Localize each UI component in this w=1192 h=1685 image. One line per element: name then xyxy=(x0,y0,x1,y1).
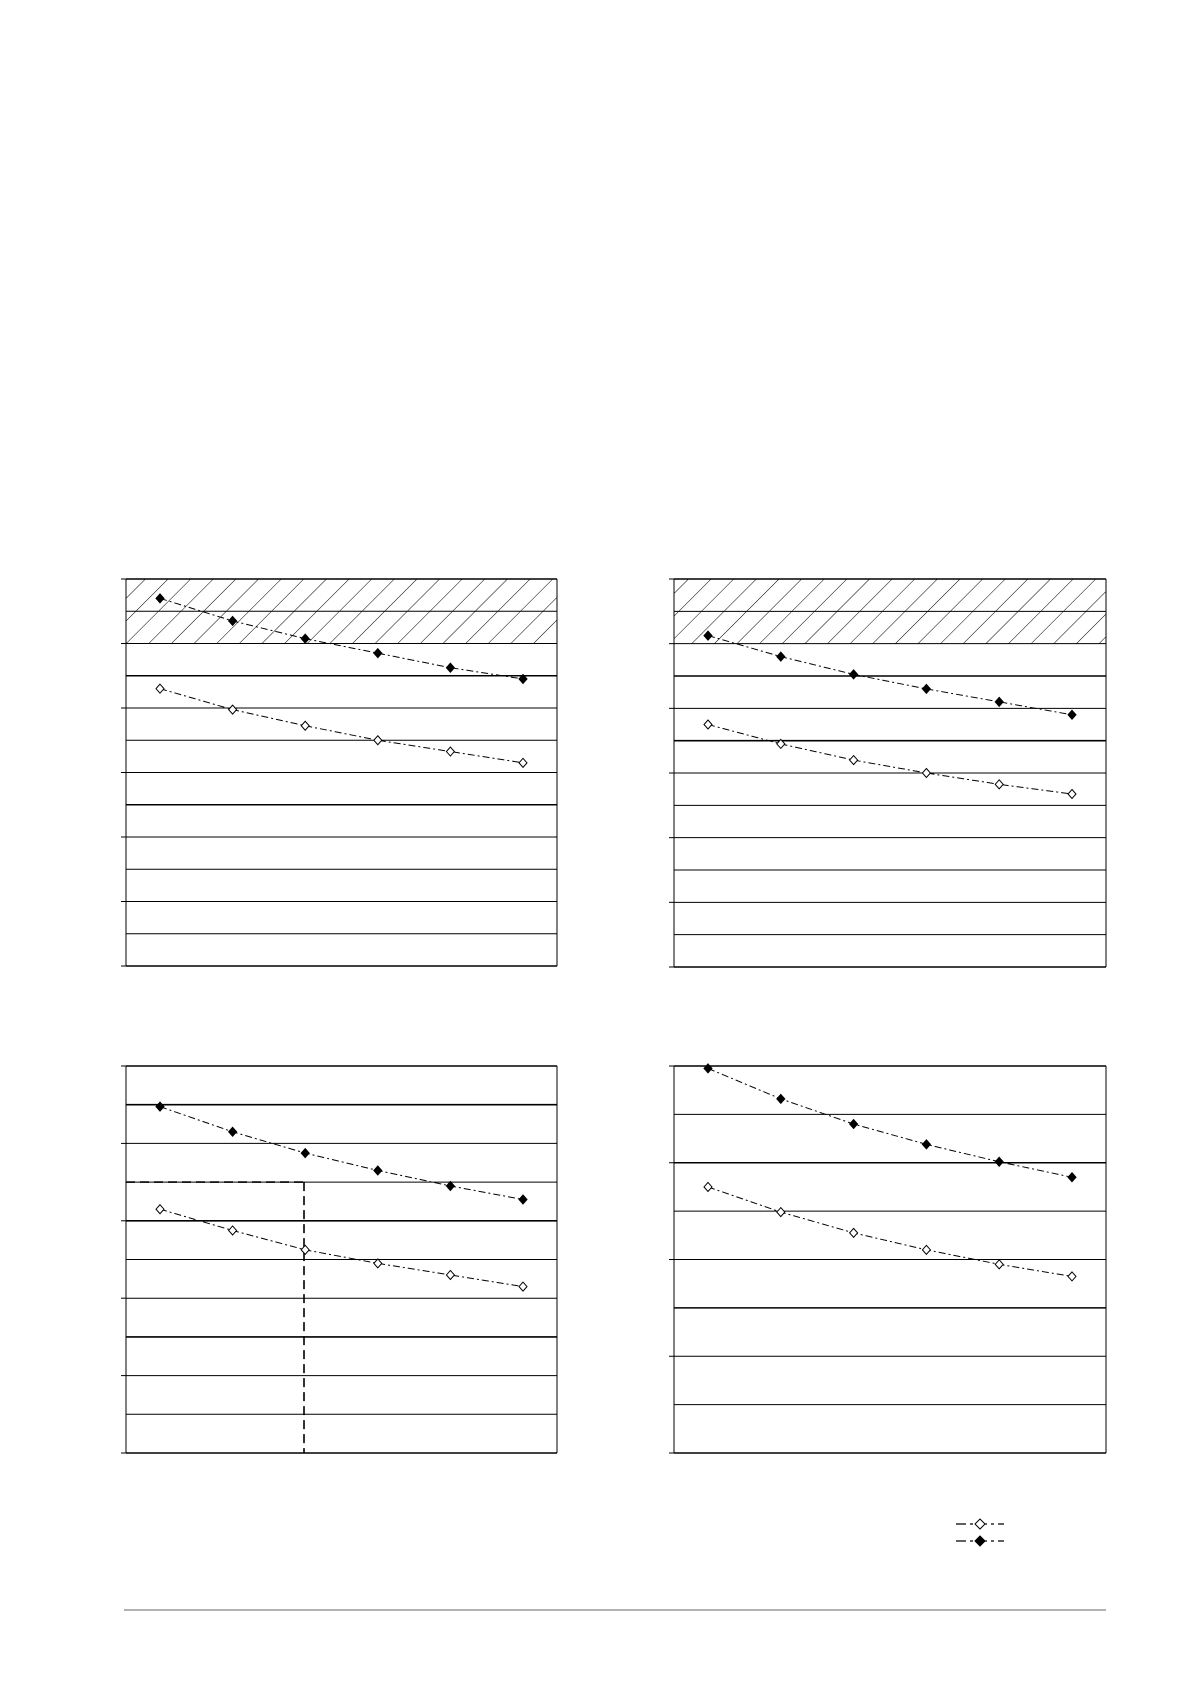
data-point-open xyxy=(777,1208,785,1217)
data-point-filled xyxy=(850,670,858,679)
data-point-filled xyxy=(156,1102,164,1111)
data-point-filled xyxy=(995,1157,1003,1166)
data-point-filled xyxy=(922,684,930,693)
data-point-open xyxy=(374,736,382,745)
series-filled-line xyxy=(708,636,1072,715)
data-point-filled xyxy=(374,1166,382,1175)
data-point-open xyxy=(922,769,930,778)
data-point-filled xyxy=(229,1127,237,1136)
data-point-open xyxy=(446,1270,454,1279)
data-point-open xyxy=(995,780,1003,789)
data-point-open xyxy=(704,1182,712,1191)
data-point-filled xyxy=(1068,710,1076,719)
data-point-filled xyxy=(922,1140,930,1149)
legend-marker-filled xyxy=(975,1536,985,1546)
data-point-open xyxy=(229,1226,237,1235)
data-point-open xyxy=(922,1245,930,1254)
data-point-open xyxy=(156,684,164,693)
series-filled-line xyxy=(160,1107,523,1200)
data-point-filled xyxy=(446,1181,454,1190)
data-point-open xyxy=(995,1260,1003,1269)
data-point-open xyxy=(1068,1272,1076,1281)
data-point-filled xyxy=(995,697,1003,706)
chart-4 xyxy=(669,1064,1106,1453)
data-point-filled xyxy=(1068,1173,1076,1182)
chart-2 xyxy=(669,579,1106,967)
data-point-filled xyxy=(374,649,382,658)
data-point-filled xyxy=(301,1149,309,1158)
data-point-open xyxy=(704,720,712,729)
data-point-open xyxy=(301,1245,309,1254)
series-open-line xyxy=(708,1187,1072,1276)
data-point-filled xyxy=(850,1120,858,1129)
data-point-open xyxy=(850,1228,858,1237)
data-point-filled xyxy=(446,663,454,672)
data-point-open xyxy=(229,705,237,714)
data-point-open xyxy=(446,747,454,756)
chart-group xyxy=(121,579,1106,1453)
data-point-open xyxy=(156,1205,164,1214)
data-point-open xyxy=(519,1282,527,1291)
chart-1 xyxy=(121,579,557,966)
legend-marker-open xyxy=(975,1519,985,1529)
data-point-filled xyxy=(777,1094,785,1103)
series-filled-line xyxy=(708,1068,1072,1177)
series-open-line xyxy=(708,725,1072,795)
data-point-open xyxy=(519,758,527,767)
series-open-line xyxy=(160,689,523,763)
chart-3 xyxy=(121,1066,557,1453)
data-point-open xyxy=(1068,790,1076,799)
data-point-open xyxy=(301,721,309,730)
data-point-filled xyxy=(519,1195,527,1204)
data-point-filled xyxy=(777,652,785,661)
legend xyxy=(956,1519,1004,1546)
data-point-open xyxy=(850,756,858,765)
data-point-open xyxy=(374,1259,382,1268)
